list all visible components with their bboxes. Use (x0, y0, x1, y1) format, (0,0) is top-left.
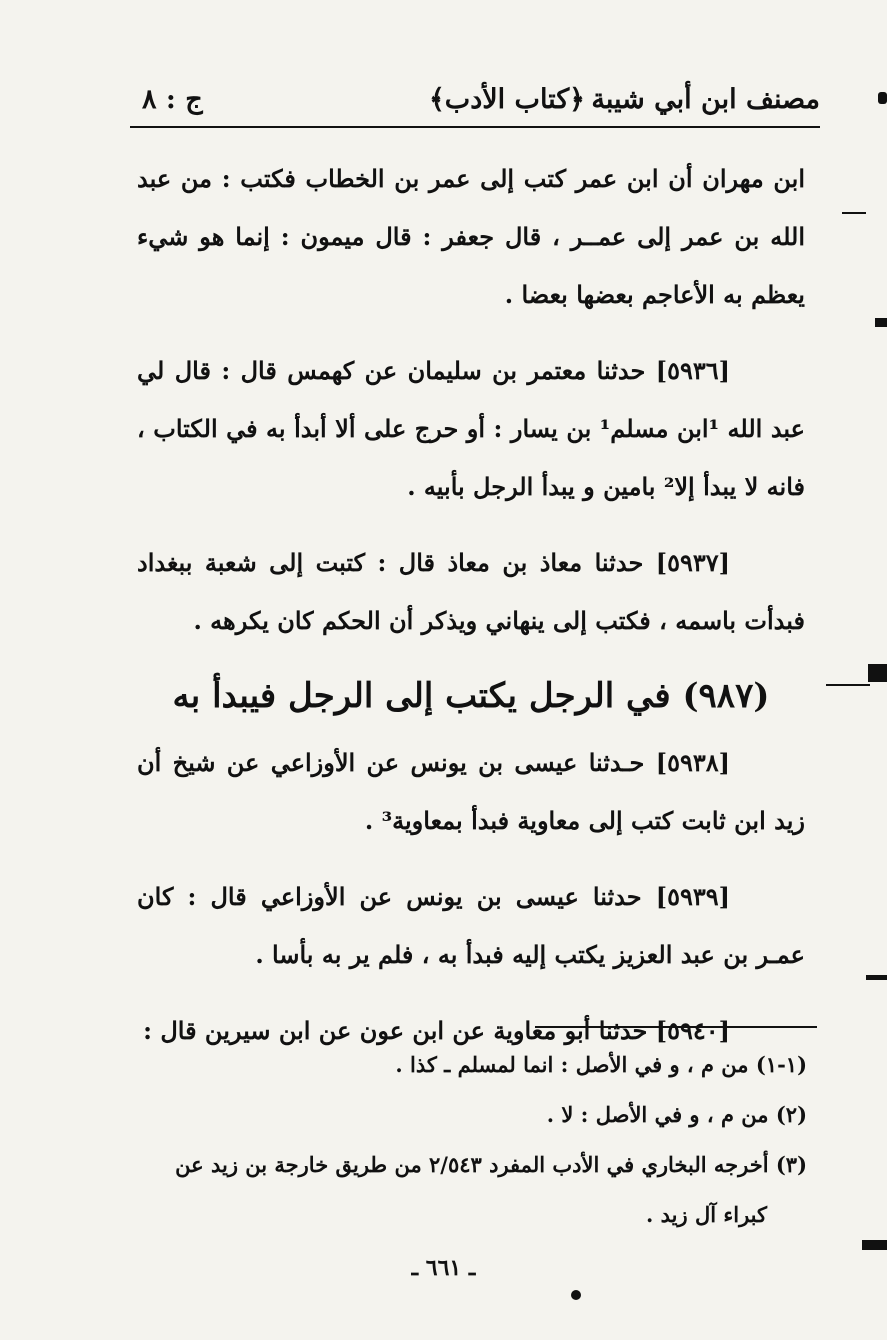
hadith-5936: [٥٩٣٦] حدثنا معتمر بن سليمان عن كهمس قال : قال لي عبد الله ¹ابن مسلم¹ بن يسار : أو حرج على ألا أبدأ به في الكتاب ، فانه لا يبدأ إلا² بامين و يبدأ الرجل بأبيه . (137, 356, 805, 501)
scan-mark (868, 664, 887, 682)
paragraph-continuation: ابن مهران أن ابن عمر كتب إلى عمر بن الخطاب فكتب : من عبد الله بن عمر إلى عمــر ، قال جعفر : قال ميمون : إنما هو شيء يعظم به الأعاجم بعضها بعضا . (137, 164, 805, 309)
scan-mark (862, 1240, 887, 1250)
footnotes (137, 1040, 807, 1240)
hadith-5940: [٥٩٤٠] حدثنا أبو معاوية عن ابن عون عن ابن سيرين قال : (143, 1016, 730, 1045)
volume-number: ج : ٨ (142, 84, 203, 115)
scan-mark (875, 318, 887, 327)
book-title: مصنف ابن أبي شيبة (591, 84, 820, 115)
hadith-5937: [٥٩٣٧] حدثنا معاذ بن معاذ قال : كتبت إلى شعبة ببغداد فبدأت باسمه ، فكتب إلى ينهاني ويذكر أن الحكم كان يكرهه . (137, 548, 805, 635)
footnote-3-continuation: كبراء آل زيد . (646, 1202, 767, 1227)
hadith-5938: [٥٩٣٨] حـدثنا عيسى بن يونس عن الأوزاعي عن شيخ أن زيد ابن ثابت كتب إلى معاوية فبدأ بمعاوية³ . (137, 748, 805, 835)
chapter-title: ﴿كتاب الأدب﴾ (428, 84, 585, 115)
scan-mark (866, 975, 887, 980)
footnote-3: (٣) أخرجه البخاري في الأدب المفرد ٢/٥٤٣ من طريق خارجة بن زيد عن (175, 1152, 807, 1177)
footnote-divider (535, 1026, 817, 1028)
running-header (130, 82, 820, 128)
footnote-1: (١-١) من م ، و في الأصل : انما لمسلم ـ كذا . (395, 1052, 807, 1077)
main-text (137, 150, 805, 1078)
footnote-2: (٢) من م ، و في الأصل : لا . (546, 1102, 807, 1127)
scan-mark (878, 92, 887, 104)
scan-mark (842, 212, 866, 214)
page-number: ـ ٦٦١ ـ (411, 1255, 476, 1281)
hadith-5939: [٥٩٣٩] حدثنا عيسى بن يونس عن الأوزاعي قال : كان عمـر بن عبد العزيز يكتب إليه فبدأ به ، فلم ير به بأسا . (137, 882, 805, 969)
chapter-heading: (٩٨٧) في الرجل يكتب إلى الرجل فيبدأ به (172, 676, 770, 716)
scan-mark (571, 1290, 581, 1300)
scan-mark (826, 684, 870, 686)
